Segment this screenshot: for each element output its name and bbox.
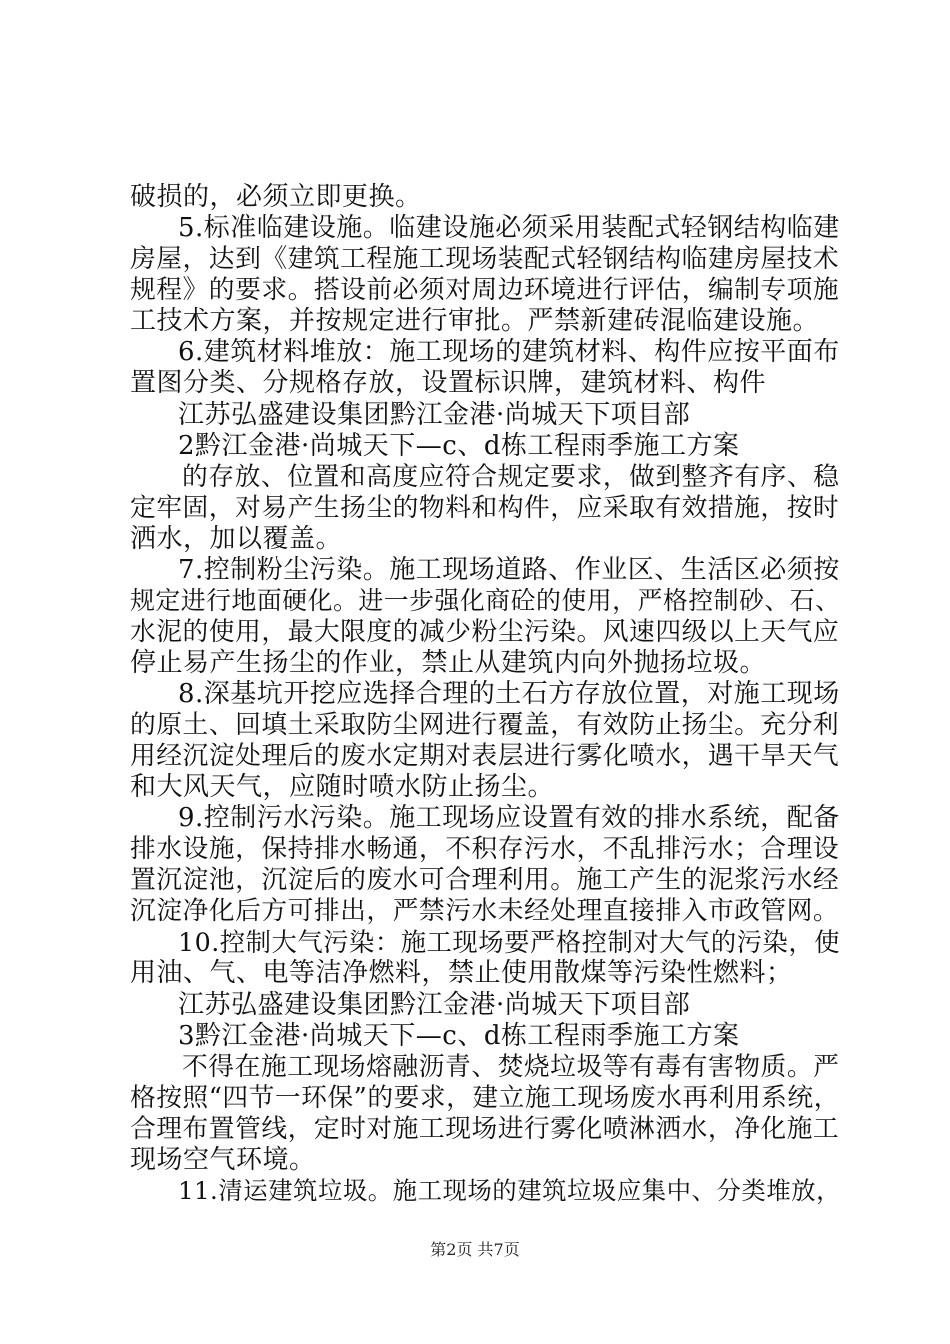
text-line: 7.控制粉尘污染。施工现场道路、作业区、生活区必须按 (178, 555, 840, 585)
header-note: 江苏弘盛建设集团黔江金港·尚城天下项目部 (178, 400, 691, 430)
text-line: 现场空气环境。 (130, 1145, 316, 1175)
text-line: 的存放、位置和高度应符合规定要求，做到整齐有序、稳 (182, 462, 840, 492)
text-line: 排水设施，保持排水畅通，不积存污水，不乱排污水；合理设 (130, 834, 840, 864)
text-line: 水泥的使用，最大限度的减少粉尘污染。风速四级以上天气应 (130, 617, 840, 647)
header-note: 2黔江金港·尚城天下—c、d栋工程雨季施工方案 (178, 431, 740, 461)
text-line: 破损的，必须立即更换。 (130, 182, 422, 212)
text-line: 沉淀净化后方可排出，严禁污水未经处理直接排入市政管网。 (130, 896, 840, 926)
header-note: 3黔江金港·尚城天下—c、d栋工程雨季施工方案 (178, 1021, 740, 1051)
text-line: 6.建筑材料堆放：施工现场的建筑材料、构件应按平面布 (178, 337, 840, 367)
text-line: 工技术方案，并按规定进行审批。严禁新建砖混临建设施。 (130, 306, 820, 336)
text-line: 置图分类、分规格存放，设置标识牌，建筑材料、构件 (130, 368, 767, 398)
text-line: 8.深基坑开挖应选择合理的土石方存放位置，对施工现场 (178, 679, 840, 709)
text-line: 置沉淀池，沉淀后的废水可合理利用。施工产生的泥浆污水经 (130, 865, 840, 895)
text-line: 9.控制污水污染。施工现场应设置有效的排水系统，配备 (178, 803, 840, 833)
text-line: 洒水，加以覆盖。 (130, 524, 343, 554)
text-line: 停止易产生扬尘的作业，禁止从建筑内向外抛扬垃圾。 (130, 648, 767, 678)
text-line: 房屋，达到《建筑工程施工现场装配式轻钢结构临建房屋技术 (130, 244, 840, 274)
text-line: 规程》的要求。搭设前必须对周边环境进行评估，编制专项施 (130, 275, 840, 305)
text-line: 规定进行地面硬化。进一步强化商砼的使用，严格控制砂、石、 (130, 586, 841, 615)
text-line: 和大风天气，应随时喷水防止扬尘。 (130, 772, 555, 802)
text-line: 不得在施工现场熔融沥青、焚烧垃圾等有毒有害物质。严 (182, 1052, 840, 1082)
text-line: 合理布置管线，定时对施工现场进行雾化喷淋洒水，净化施工 (130, 1114, 840, 1144)
header-note: 江苏弘盛建设集团黔江金港·尚城天下项目部 (178, 990, 691, 1020)
text-line: 用经沉淀处理后的废水定期对表层进行雾化喷水，遇干旱天气 (130, 741, 840, 771)
text-line: 10.控制大气污染：施工现场要严格控制对大气的污染，使 (178, 927, 841, 957)
text-line: 格按照“四节一环保”的要求，建立施工现场废水再利用系统， (130, 1083, 840, 1113)
text-line: 用油、气、电等洁净燃料，禁止使用散煤等污染性燃料； (130, 958, 793, 988)
text-line: 11.清运建筑垃圾。施工现场的建筑垃圾应集中、分类堆放， (178, 1176, 841, 1205)
text-line: 5.标准临建设施。临建设施必须采用装配式轻钢结构临建 (178, 213, 840, 243)
text-line: 定牢固，对易产生扬尘的物料和构件，应采取有效措施，按时 (130, 493, 840, 523)
page-footer: 第2页 共7页 (430, 1240, 520, 1259)
text-line: 的原土、回填土采取防尘网进行覆盖，有效防止扬尘。充分利 (130, 710, 840, 740)
